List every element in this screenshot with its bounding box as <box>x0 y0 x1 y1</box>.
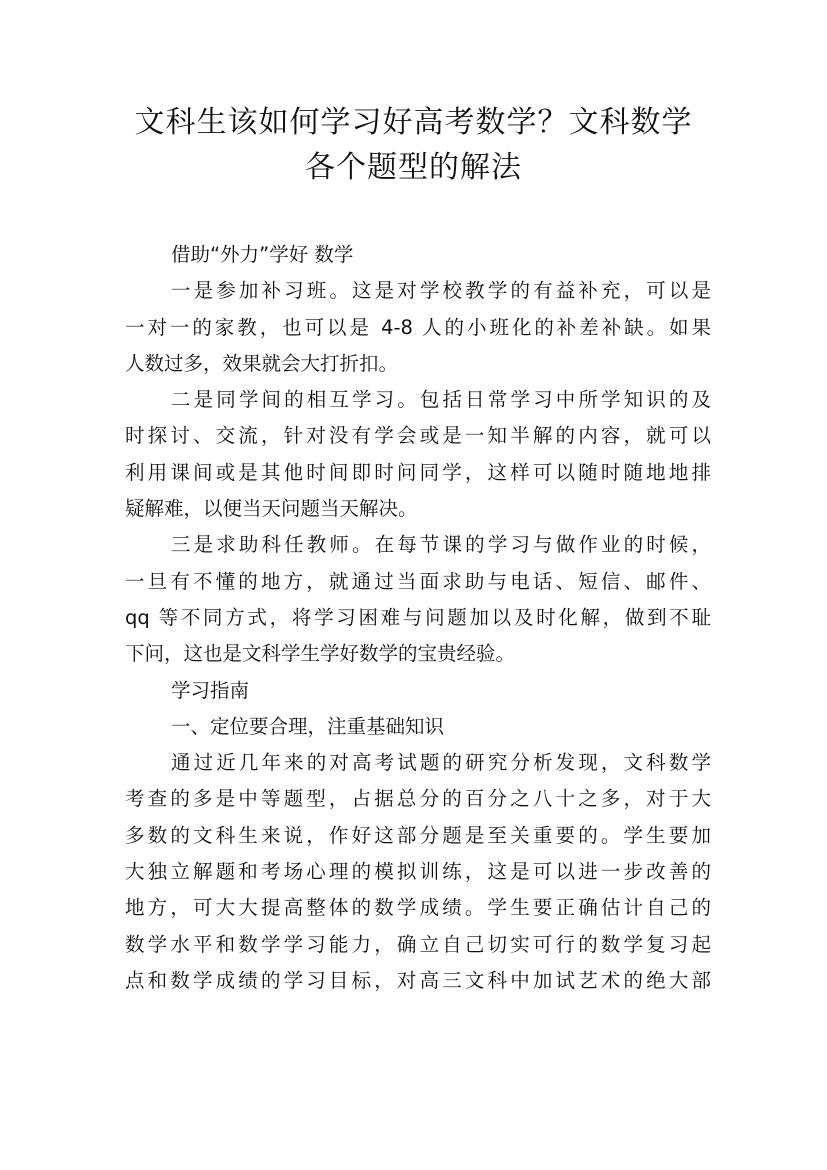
body-line: 一旦有不懂的地方，就通过当面求助与电话、短信、邮件、 <box>125 569 711 593</box>
body-line: 考查的多是中等题型，占据总分的百分之八十之多，对于大 <box>125 787 711 811</box>
document-body <box>125 237 711 999</box>
body-line: 疑解难，以便当天问题当天解决。 <box>125 497 418 521</box>
body-line: 一是参加补习班。这是对学校教学的有益补充，可以是 <box>171 279 711 303</box>
title-line-2: 各个题型的解法 <box>305 150 522 185</box>
body-line: 二是同学间的相互学习。包括日常学习中所学知识的及 <box>171 388 711 412</box>
body-line: 多数的文科生来说，作好这部分题是至关重要的。学生要加 <box>125 823 711 847</box>
body-line: 时探讨、交流，针对没有学会或是一知半解的内容，就可以 <box>125 424 711 448</box>
body-line: 借助“外力”学好 数学 <box>171 243 354 266</box>
body-line: 学习指南 <box>171 678 250 702</box>
body-line: qq 等不同方式，将学习困难与问题加以及时化解，做到不耻 <box>125 605 711 629</box>
body-line: 下问，这也是文科学生学好数学的宝贵经验。 <box>125 642 516 666</box>
body-line: 利用课间或是其他时间即时问同学，这样可以随时随地地排 <box>125 460 711 484</box>
body-line: 地方，可大大提高整体的数学成绩。学生要正确估计自己的 <box>125 896 711 920</box>
body-line: 一对一的家教，也可以是 4-8 人的小班化的补差补缺。如果 <box>125 315 711 339</box>
body-line: 通过近几年来的对高考试题的研究分析发现，文科数学 <box>171 751 711 775</box>
body-line: 三是求助科任教师。在每节课的学习与做作业的时候， <box>171 533 711 557</box>
body-line: 一、定位要合理，注重基础知识 <box>171 714 445 738</box>
body-line: 点和数学成绩的学习目标，对高三文科中加试艺术的绝大部 <box>125 968 711 992</box>
body-line: 数学水平和数学学习能力，确立自己切实可行的数学复习起 <box>125 932 711 956</box>
body-line: 大独立解题和考场心理的模拟训练，这是可以进一步改善的 <box>125 860 711 884</box>
title-line-1: 文科生该如何学习好高考数学？文科数学 <box>134 105 693 140</box>
document-title <box>0 100 827 190</box>
body-line: 人数过多，效果就会大打折扣。 <box>125 351 399 375</box>
